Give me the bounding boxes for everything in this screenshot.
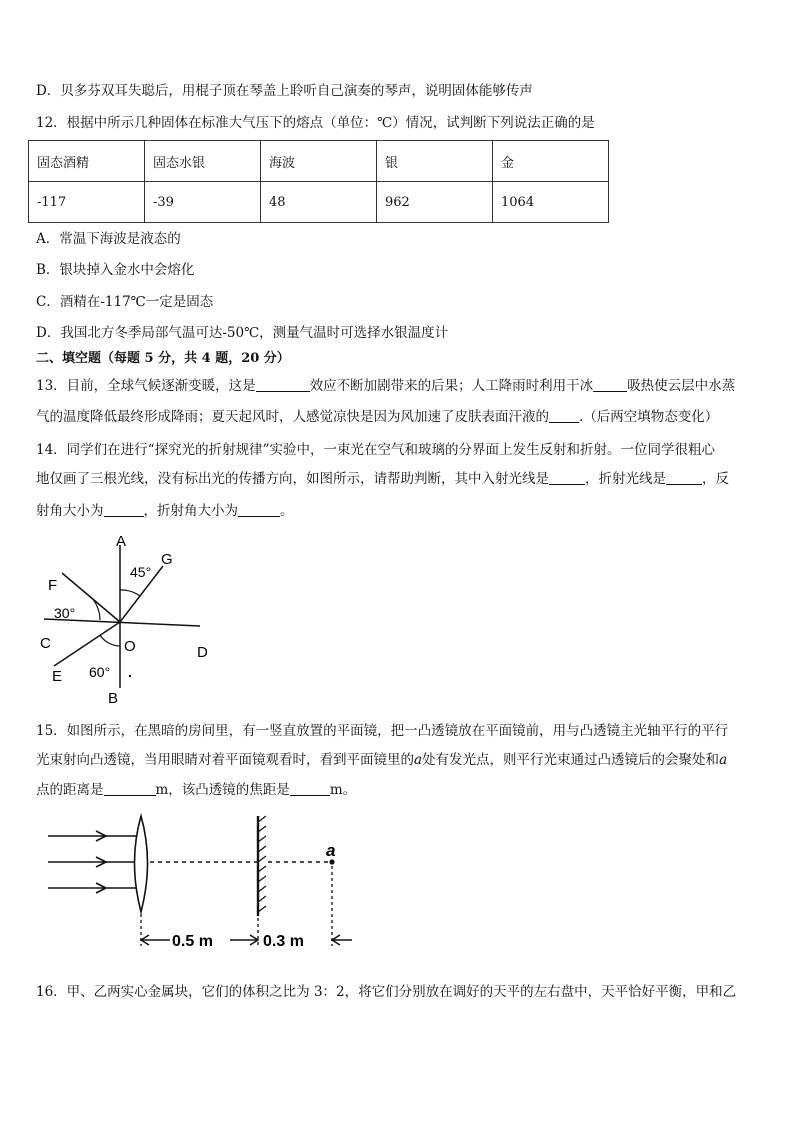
answer-blank[interactable] [549,470,585,485]
answer-blank[interactable] [104,502,144,517]
q14-text: 射角大小为 [36,503,104,519]
section-title: 二、填空题（每题 5 分，共 4 题，20 分） [36,351,290,366]
table-header-cell: 银 [377,141,493,182]
answer-blank[interactable] [238,502,280,517]
label-30: 30° [54,605,76,621]
q15-text: m，该凸透镜的焦距是 [155,782,290,798]
answer-blank[interactable] [256,377,310,392]
q15-line-2 [36,751,727,769]
label-45: 45° [130,564,152,580]
lens-mirror-diagram [40,812,370,957]
q15-text: 光束射向凸透镜，当用眼睛对着平面镜观看时，看到平面镜里的 [36,752,414,768]
q14-line-2 [36,470,729,488]
q13-text: 13．目前，全球气候逐渐变暖，这是 [36,378,256,394]
q15-text: 点的距离是 [36,782,104,798]
label-g: G [161,551,173,568]
q13-text: .（后两空填物态变化） [579,409,719,425]
q15-line-1: 15．如图所示，在黑暗的房间里，有一竖直放置的平面镜，把一凸透镜放在平面镜前，用与凸透镜主光轴平行的平行 [36,723,729,739]
q14-text: ，折射光线是 [585,471,666,487]
q16-line-1: 16．甲、乙两实心金属块，它们的体积之比为 3：2，将它们分别放在调好的天平的左右盘中，天平恰好平衡，甲和乙 [36,984,737,1000]
table-cell: 962 [377,182,493,223]
q14-line-3 [36,502,294,520]
angle-arc-60 [100,635,120,646]
label-f: F [48,577,58,594]
answer-blank[interactable] [666,470,702,485]
table-cell: 1064 [493,182,609,223]
q15-text: 处有发光点，则平行光束通过凸透镜后的会聚处和 [422,752,720,768]
label-a: a [326,841,336,860]
dot-mark [129,675,131,677]
table-row [29,182,609,223]
q13-text: 吸热使云层中水蒸 [627,378,736,394]
label-b: B [108,690,119,707]
q13-line-1 [36,377,735,395]
convex-lens [135,816,148,912]
q13-text: 气的温度降低最终形成降雨；夏天起风时，人感觉凉快是因为风加速了皮肤表面汗液的 [36,409,549,425]
q12-option-a: A．常温下海波是液态的 [36,231,181,247]
label-o: O [124,638,136,655]
table-cell: -39 [145,182,261,223]
q12-option-b: B．银块掉入金水中会熔化 [36,262,195,278]
q14-text: ，折射角大小为 [143,503,238,519]
q15-variable: a [719,752,728,768]
refraction-diagram [30,530,230,710]
q14-text: ，反 [702,471,729,487]
mirror-hatching [258,816,266,912]
answer-blank[interactable] [593,377,627,392]
label-60: 60° [89,664,111,680]
q12-stem: 12．根据中所示几种固体在标准大气压下的熔点（单位：℃）情况，试判断下列说法正确的是 [36,115,595,131]
label-d: D [197,644,208,661]
q15-variable: a [414,752,423,768]
q13-text: 效应不断加剧带来的后果；人工降雨时利用干冰 [309,378,594,394]
distance-label: 0.3 m [263,933,304,950]
label-a: A [116,533,127,550]
label-c: C [40,635,51,652]
table-cell: -117 [29,182,145,223]
angle-arc-45 [120,590,140,596]
q14-text: 地仅画了三根光线，没有标出光的传播方向，如图所示，请帮助判断，其中入射光线是 [36,471,549,487]
q11-option-d: D．贝多芬双耳失聪后，用棍子顶在琴盖上聆听自己演奏的琴声，说明固体能够传声 [36,83,533,99]
answer-blank[interactable] [549,408,579,423]
melting-point-table [28,140,609,223]
label-e: E [52,668,63,685]
q15-line-3 [36,781,356,799]
table-cell: 48 [261,182,377,223]
q14-line-1: 14．同学们在进行“探究光的折射规律”实验中，一束光在空气和玻璃的分界面上发生反射和折射。一位同学很粗心 [36,442,715,458]
point-a [329,859,334,864]
q12-option-c: C．酒精在-117℃一定是固态 [36,294,214,310]
q15-text: m。 [329,782,357,798]
q14-text: 。 [280,503,294,519]
q13-line-2 [36,408,718,426]
table-header-row [29,141,609,182]
answer-blank[interactable] [290,781,330,796]
table-header-cell: 海波 [261,141,377,182]
table-header-cell: 金 [493,141,609,182]
table-header-cell: 固态酒精 [29,141,145,182]
q12-option-d: D．我国北方冬季局部气温可达-50℃，测量气温时可选择水银温度计 [36,325,449,341]
distance-label: 0.5 m [172,933,213,950]
answer-blank[interactable] [104,781,156,796]
table-header-cell: 固态水银 [145,141,261,182]
